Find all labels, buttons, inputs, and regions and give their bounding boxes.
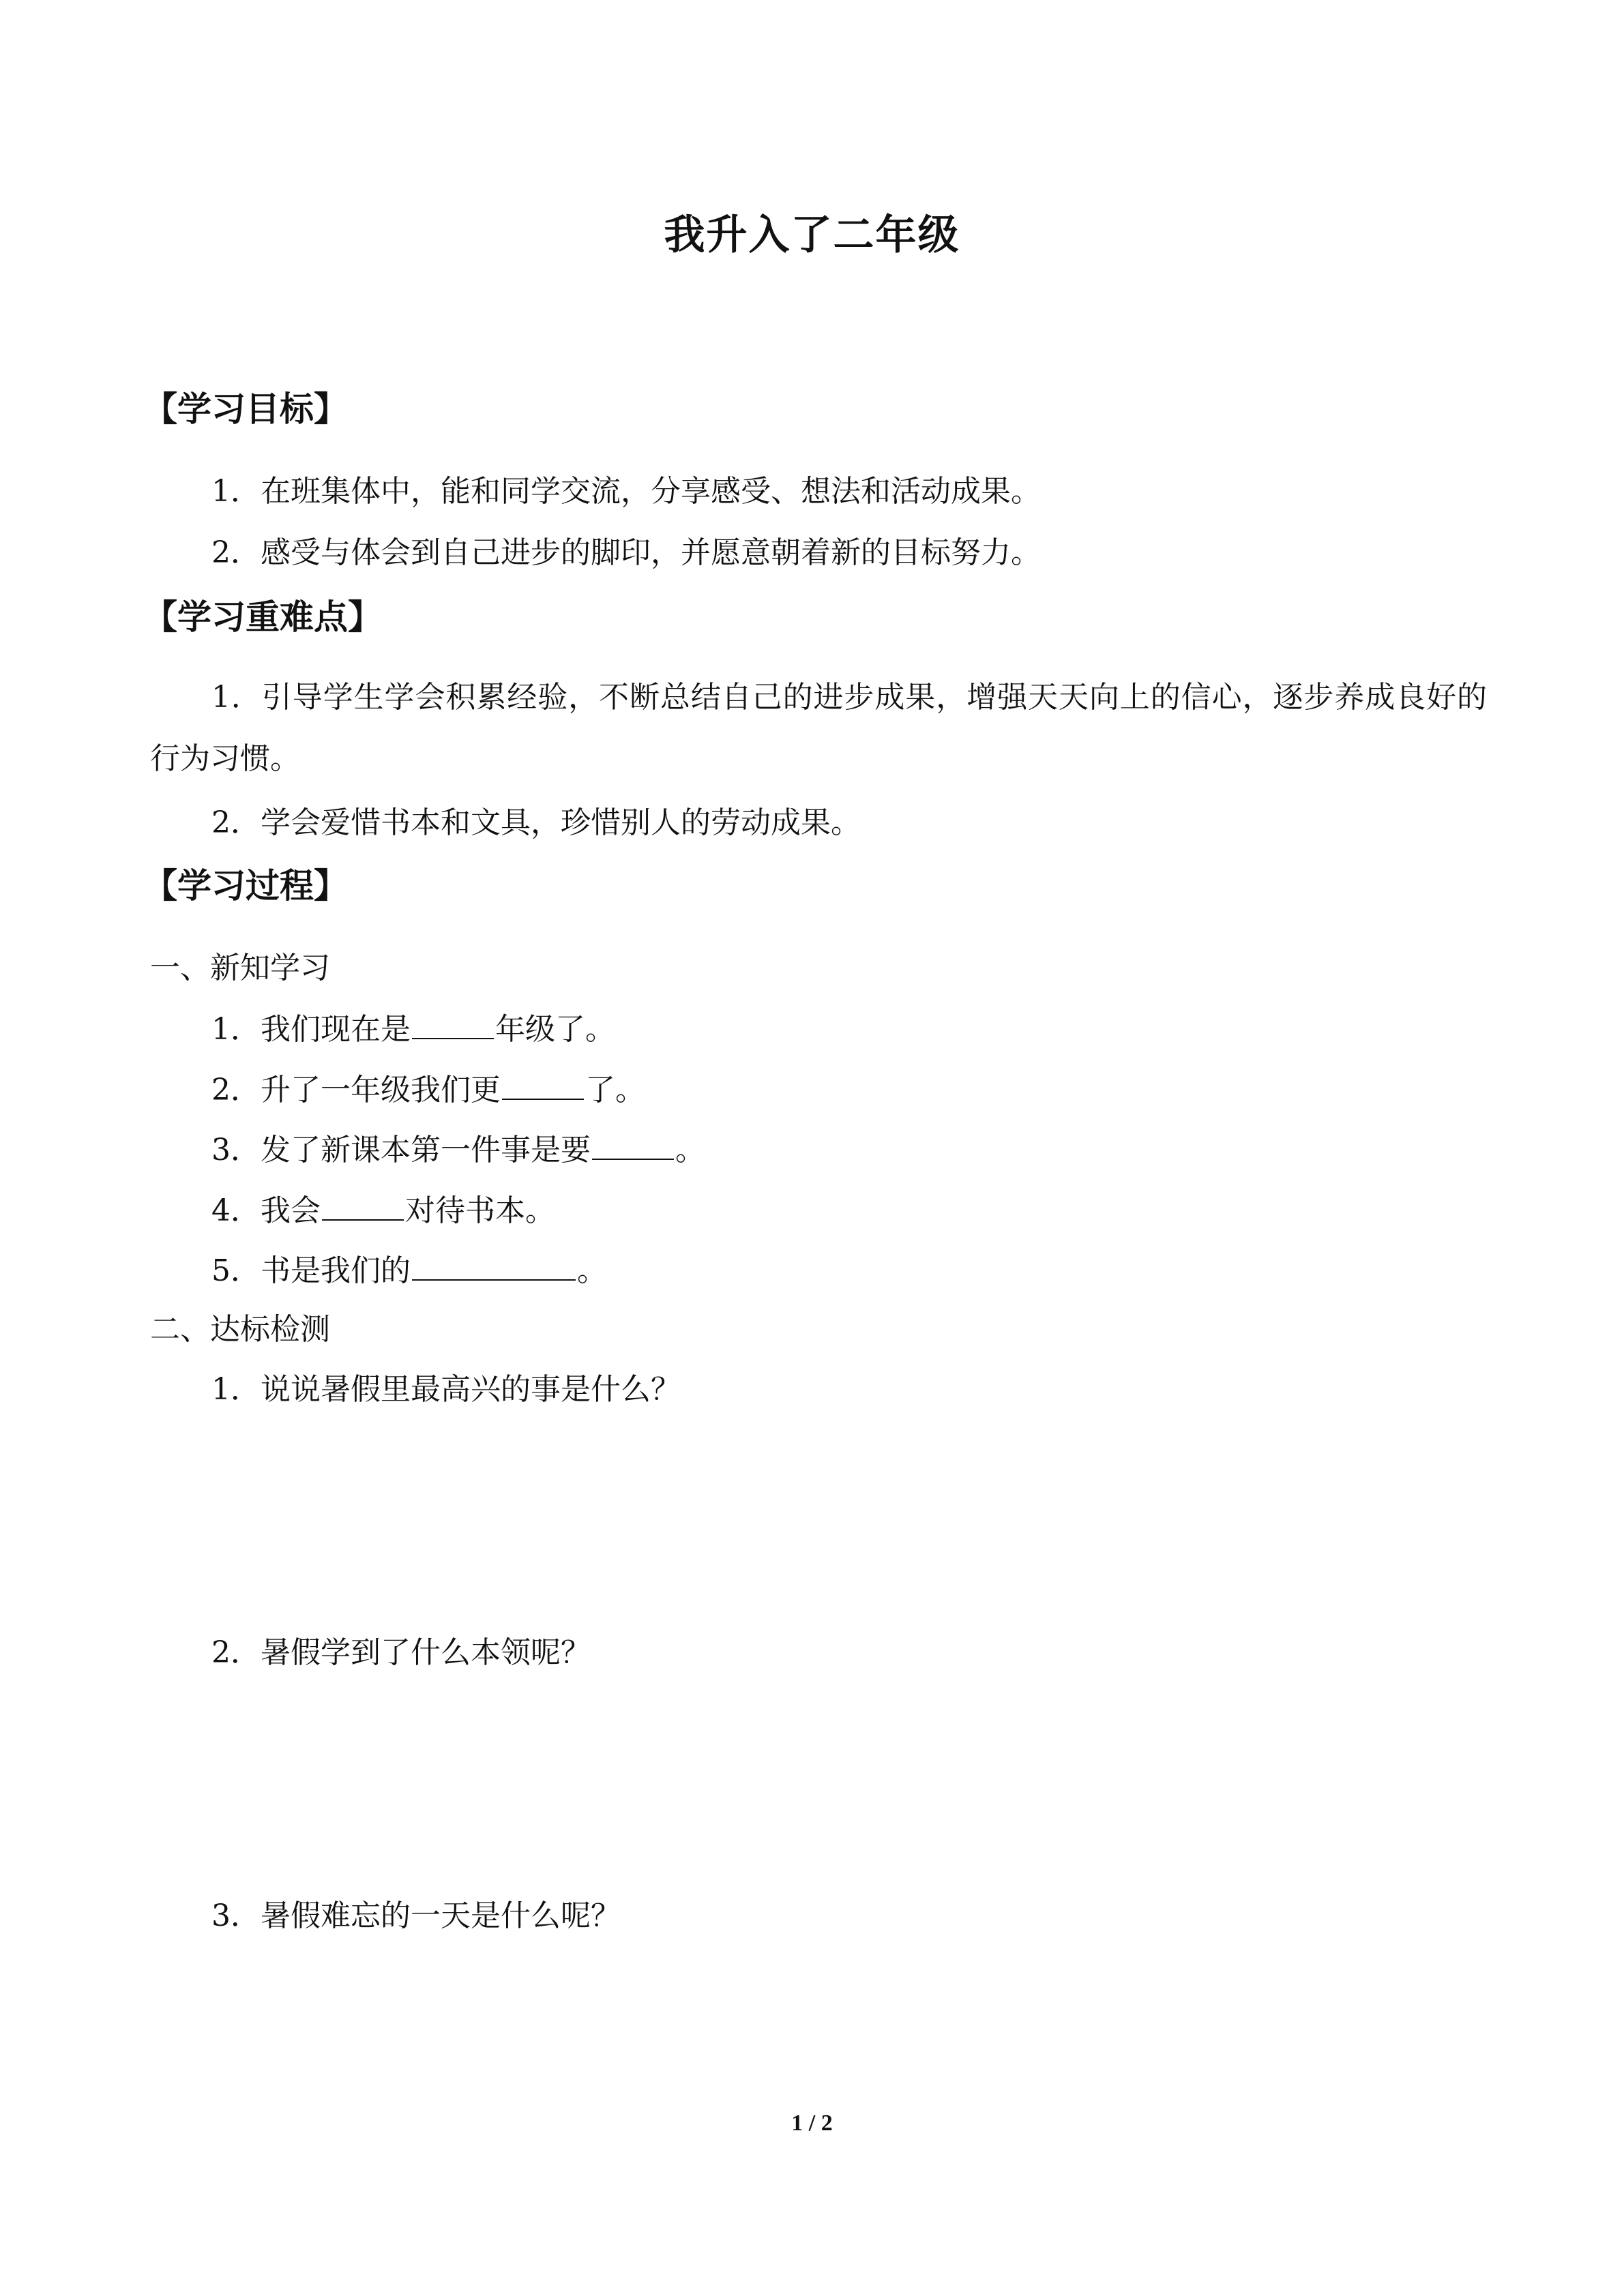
question-item-2: 2．暑假学到了什么本领呢？ — [211, 1635, 591, 1670]
question-item-1: 1．说说暑假里最高兴的事是什么？ — [211, 1372, 681, 1407]
objective-item-1: 1．在班集体中，能和同学交流，分享感受、想法和活动成果。 — [211, 474, 1041, 509]
key-point-item-2: 2．学会爱惜书本和文具，珍惜别人的劳动成果。 — [211, 805, 861, 840]
page-number: 1 / 2 — [791, 2111, 833, 2136]
fill-blank-text-before: 1．我们现在是 — [211, 1012, 411, 1047]
fill-blank-item-2 — [211, 1067, 645, 1112]
key-points-heading: 【学习重难点】 — [143, 597, 382, 637]
fill-blank-item-3 — [211, 1127, 705, 1172]
answer-blank[interactable] — [412, 1248, 576, 1281]
fill-blank-text-before: 4．我会 — [211, 1193, 321, 1228]
objective-item-2: 2．感受与体会到自己进步的脚印，并愿意朝着新的目标努力。 — [211, 535, 1041, 570]
fill-blank-item-4 — [211, 1188, 555, 1233]
question-item-3: 3．暑假难忘的一天是什么呢？ — [211, 1898, 621, 1933]
answer-blank[interactable] — [502, 1067, 584, 1100]
part1-heading: 一、新知学习 — [150, 951, 330, 985]
answer-blank[interactable] — [322, 1188, 404, 1221]
fill-blank-text-before: 3．发了新课本第一件事是要 — [211, 1133, 591, 1167]
fill-blank-text-after: 年级了。 — [495, 1012, 615, 1047]
answer-blank[interactable] — [412, 1007, 494, 1039]
fill-blank-text-after: 。 — [675, 1133, 705, 1167]
fill-blank-text-after: 对待书本。 — [405, 1193, 555, 1228]
fill-blank-item-5 — [211, 1248, 607, 1293]
document-title: 我升入了二年级 — [664, 211, 960, 259]
fill-blank-text-before: 2．升了一年级我们更 — [211, 1073, 501, 1107]
fill-blank-item-1 — [211, 1007, 615, 1052]
objectives-heading: 【学习目标】 — [143, 389, 348, 429]
fill-blank-text-after: 。 — [577, 1253, 607, 1288]
process-heading: 【学习过程】 — [143, 866, 348, 906]
key-point-item-1: 1．引导学生学会积累经验，不断总结自己的进步成果，增强天天向上的信心，逐步养成良好的行为习惯。 — [150, 680, 1487, 776]
answer-blank[interactable] — [592, 1127, 674, 1160]
fill-blank-text-after: 了。 — [585, 1073, 645, 1107]
fill-blank-text-before: 5．书是我们的 — [211, 1253, 411, 1288]
part2-heading: 二、达标检测 — [150, 1312, 330, 1347]
